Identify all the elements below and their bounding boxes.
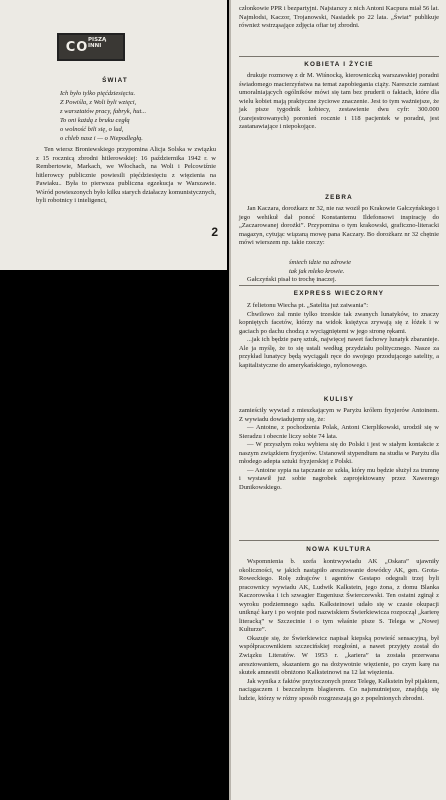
kulisy-intro: zamieściły wywiad z mieszkającym w Paryżu królem fryzjerów Antoinem. Z wywiadu dowiadujemy się, że: (239, 407, 439, 423)
section-title-express: EXPRESS WIECZORNY (293, 290, 385, 297)
intro-text: członkowie PPR i bezpartyjni. Najstarszy z nich Antoni Kacpura miał 56 lat. Najmłodsi, Kaczor, Trojanowski, Nasiadek po 22 lata. „Świat” publikuje również wstrząsające zdjęcia ofiar tej zbrodni. (239, 5, 439, 30)
divider (239, 540, 439, 541)
column-logo (57, 33, 125, 61)
express-intro: Z felietonu Wiecha pt. „Satelita już zaiwania”: (247, 302, 369, 309)
zebra-closing-text: Gałczyński pisał to trochę inaczej. (247, 276, 337, 283)
logo-mini-text: PISZĄ INNI (88, 37, 107, 49)
kobieta-body-text: drukuje rozmowę z dr M. Wiśnocką, kierowniczką warszawskiej poradni świadomego macierzyństwa na temat zapobiegania ciąży. Nareszcie zamiast umoralniających ogólników mówi się tam bez pruderii o faktach, które dla wielu kobiet mają praktyczne życiowe znaczenie. Jest to tym ważniejsze, że jak pisze tygodnik kobiecy, zestawienie dwu cyfr: 300.000 (zarejestrowanych) poronień rocznie i 118 pacjentek w poradni, jest zastanawiające i niepokojące. (239, 72, 439, 131)
poem-line: o chleb nasz i — o Niepodległą. (60, 135, 143, 142)
poem-line: o wolność bili się, o lud, (60, 126, 124, 133)
poem-line: Z Powiśla, z Woli byli wzięci, (60, 99, 137, 106)
section-title-nowa-kultura: NOWA KULTURA (306, 546, 372, 553)
section-title-swiat: ŚWIAT (102, 77, 128, 84)
logo-main-text: CO (65, 39, 89, 55)
poem-line: z warsztatów pracy, fabryk, hut... (60, 108, 147, 115)
section-title-zebra: ZEBRA (325, 194, 353, 201)
swiat-body-text: Ten wiersz Broniewskiego przypomina Alicja Solska w związku z 15 rocznicą zbrodni hitlerowskiej: 16 października 1942 r. w Rembertowie, Markach, we Włochach, na Woli i Pelcowiźnie hitlerowcy publicznie powiesili pięćdziesięciu z więzienia na Pawiaku.. Była to pierwsza publiczna egzekucja w Warszawie. Wśród powieszonych było kilku starych działaczy komunistycznych, byli robotnicy i inteligenci, (36, 146, 216, 205)
poem-line: Ich było tylko pięćdziesięciu. (60, 90, 136, 97)
divider (239, 56, 439, 57)
section-title-kobieta: KOBIETA I ŻYCIE (304, 61, 374, 68)
left-clipping (0, 0, 227, 270)
kulisy-point-1: — Antoine, z pochodzenia Polak, Antoni Cierplikowski, urodził się w Sieradzu i obecnie liczy sobie 74 lata. (239, 424, 439, 440)
fold-line (229, 0, 231, 800)
poem-stanza (60, 89, 220, 143)
kulisy-point-3: — Antoine sypia na tapczanie ze szkła, który mu będzie służył za trumnę i wystawił już sobie nagrobek zaprojektowany przez Xawerego Dunikowskiego. (239, 466, 439, 491)
divider (239, 285, 439, 286)
nowa-kultura-para-2: Okazuje się, że Świerkiewicz napisał kiepską powieść sensacyjną, był współpracownikiem szczecińskiej rozgłośni, a nawet przyjęty został do Związku Literatów. W 1953 r. „kariera” ta została przerwana aresztowaniem, skazaniem go na dożywotnie więzienie, po czym karę na skutek amnestii obniżono Kalksteinowi na 12 lat więzienia. (239, 634, 439, 677)
right-clipping (229, 0, 446, 800)
zebra-poem-line: śmiech idzie na zdrowie (289, 259, 352, 266)
nowa-kultura-para-1: Wspomnienia b. szefa kontrwywiadu AK „Oskara” ujawniły okoliczności, w jakich nastąpiło aresztowanie dowódcy AK, gen. Grota-Roweckiego. Rolę zdrajców i agentów Gestapo odegrali trzej byli pracownicy wywiadu AK, Ludwik Kalkstein, jego żona, z domu Blanka Kaczorowska i ich szwagier Eugeniusz Świerczewski. Ten ostatni zginął z wyroku podziemnego sądu. Kalksteinowi udało się w czasie okupacji uniknąć kary i po wojnie pod nazwiskiem Świerkiewicza rozpoczął „karierę literacką” w Szczecinie i o tym właśnie pisze S. Telega w „Nowej Kulturze”. (239, 558, 439, 634)
zebra-poem-line: tak jak mleko krowie. (289, 268, 345, 275)
poem-line: To oni każdą z bruku cegłą (60, 117, 130, 124)
nowa-kultura-para-3: Jak wynika z faktów przytoczonych przez Telegę, Kalkstein był pijakiem, naciągaczem i bezczelnym blagierem. Co najsmutniejsze, znajdują się ludzie, którzy w różny sposób rozgrzeszają go z popelnionych zbrodni. (239, 677, 440, 702)
zebra-body-text: Jan Kaczara, dorożkarz nr 32, nie raz woził po Krakowie Gałczyńskiego i jego wehikuł dał ponoć Konstantemu Ildefonsowi inspirację do „Zaczarowanej dorożki”. Przypomina o tym krakowski, graficzno-literacki magazyn, cytując wiązaną mowę pana Kaczary. Bo dorożkarz nr 32 chętnie mówi wierszem np. takie rzeczy: (239, 205, 439, 247)
section-title-kulisy: KULISY (323, 396, 355, 403)
express-quote-1: Chwilowo żal mnie tylko trzeskie tak zwanych lunatyków, to znaczy kopniętych facetów, którzy na widok księżyca zrywają się z łóżek i w gaciach po dachu chodzą z wyciągniętemi w jego stronę rękami. (239, 310, 439, 335)
kulisy-point-2: — W przyszłym roku wybiera się do Polski i jest w stałym kontakcie z naszym związkiem fryzjerów. Ustanowił stypendium na studia w Paryżu dla młodego adepta sztuki fryzjerskiej z Polski. (239, 441, 439, 466)
page-number: 2 (211, 225, 218, 239)
express-quote-2: ...jak ich będzie parę sztuk, najwięcej nawet fachowy lunatyk zbaraniejе. Ale ja myślę, że to się ustali według przydziału politycznego. Nasze za przykład lunatycy będą wyciągali ręce do swojego przodującego satelity, a kapitalistyczne do amerykańskiego, nylonowego. (239, 336, 439, 369)
